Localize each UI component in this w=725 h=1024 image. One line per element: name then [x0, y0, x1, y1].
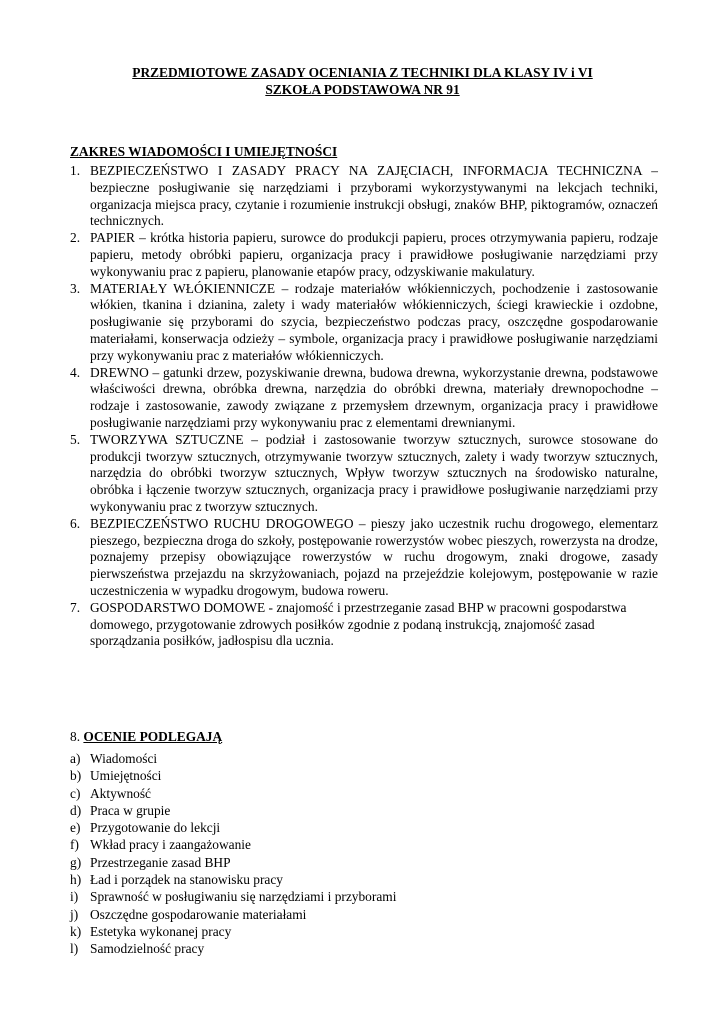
topic-number: 5. [70, 431, 81, 447]
grades-number: 8. [70, 729, 81, 744]
grade-item [70, 836, 396, 853]
grade-letter: g) [70, 854, 82, 870]
grades-heading [70, 729, 222, 746]
topic-item [70, 163, 658, 230]
grade-item [70, 888, 396, 905]
grade-text: Sprawność w posługiwaniu się narzędziami i przyborami [90, 889, 397, 905]
grade-item [70, 802, 396, 819]
topic-item [70, 230, 658, 280]
grade-letter: l) [70, 941, 79, 957]
document-title [60, 65, 665, 98]
grade-item [70, 923, 396, 940]
section-heading: ZAKRES WIADOMOŚCI I UMIEJĘTNOŚCI [70, 144, 338, 159]
grade-letter: j) [70, 906, 79, 922]
grade-letter: d) [70, 802, 82, 818]
topic-text: TWORZYWA SZTUCZNE – podział i zastosowanie tworzyw sztucznych, surowce stosowane do produkcji tworzyw sztucznych, otrzymywanie tworzyw sztucznych, zalety i wady tworzyw sztucznych, narzędzia do obróbki tworzyw sztucznych, Wpływ tworzyw sztucznych na środowisko naturalne, obróbka i łączenie tworzyw sztucznych, organizacja pracy i prawidłowe posługiwanie narzędziami przy wykonywaniu prac z tworzyw sztucznych. [90, 431, 658, 514]
grade-item [70, 819, 396, 836]
grade-text: Przestrzeganie zasad BHP [90, 854, 231, 870]
grade-letter: b) [70, 768, 82, 784]
grade-item [70, 750, 396, 767]
grade-letter: k) [70, 923, 82, 939]
topic-text: DREWNO – gatunki drzew, pozyskiwanie drewna, budowa drewna, wykorzystanie drewna, podstawowe właściwości drewna, obróbka drewna, narzędzia do obróbki drewna, materiały drewnopochodne – rodzaje i zastosowanie, zawody związane z przemysłem drzewnym, organizacja pracy i prawidłowe posługiwanie narzędziami przy wykonywaniu prac z elementami drewnianymi. [90, 364, 658, 430]
grade-letter: i) [70, 889, 79, 905]
topic-number: 7. [70, 599, 81, 615]
grade-letter: f) [70, 837, 79, 853]
grade-item [70, 906, 396, 923]
grade-text: Aktywność [90, 785, 151, 801]
topics-list [70, 163, 658, 650]
topic-number: 6. [70, 515, 81, 531]
topic-item [70, 281, 658, 365]
grade-text: Praca w grupie [90, 802, 171, 818]
topic-number: 4. [70, 364, 81, 380]
topic-text: BEZPIECZEŃSTWO RUCHU DROGOWEGO – pieszy jako uczestnik ruchu drogowego, elementarz pieszego, bezpieczna droga do szkoły, postępowanie rowerzystów wobec pieszych, rowerzysta na drodze, poznajemy przepisy obowiązujące rowerzystów w ruchu drogowym, znaki drogowe, zasady pierwszeństwa przejazdu na skrzyżowaniach, pojazd na przejeździe kolejowym, postępowanie w razie uczestniczenia w wypadku drogowym, budowa roweru. [90, 515, 658, 598]
topic-text: MATERIAŁY WŁÓKIENNICZE – rodzaje materiałów włókienniczych, pochodzenie i zastosowanie włókien, tkanina i dzianina, zalety i wady materiałów włókienniczych, ściegi krawieckie i ozdobne, posługiwanie się przyborami do szycia, bezpieczeństwo podczas pracy, oszczędne gospodarowanie materiałami, konserwacja odzieży – symbole, organizacja pracy i prawidłowe posługiwanie narzędziami przy wykonywaniu prac z materiałów włókienniczych. [90, 280, 658, 363]
topic-item [70, 600, 658, 650]
topic-item [70, 432, 658, 516]
grades-heading-label: OCENIE PODLEGAJĄ [83, 729, 223, 744]
title-line-1: PRZEDMIOTOWE ZASADY OCENIANIA Z TECHNIKI DLA KLASY IV i VI [132, 65, 593, 80]
title-line-2: SZKOŁA PODSTAWOWA NR 91 [265, 81, 460, 97]
grade-text: Wkład pracy i zaangażowanie [90, 837, 251, 853]
topic-number: 2. [70, 230, 81, 246]
grade-item [70, 785, 396, 802]
topic-text: PAPIER – krótka historia papieru, surowce do produkcji papieru, proces otrzymywania papieru, rodzaje papieru, metody obróbki papieru, organizacja pracy i prawidłowe posługiwanie narzędziami przy wykonywaniu prac z papieru, planowanie etapów pracy, odzyskiwanie makulatury. [90, 230, 658, 279]
grade-text: Umiejętności [90, 768, 162, 784]
topic-item [70, 516, 658, 600]
grade-text: Estetyka wykonanej pracy [90, 923, 232, 939]
topic-text: GOSPODARSTWO DOMOWE - znajomość i przestrzeganie zasad BHP w pracowni gospodarstwa domowego, przygotowanie zdrowych posiłków zgodnie z podaną instrukcją, znajomość zasad sporządzania posiłków, jadłospisu dla ucznia. [90, 599, 627, 649]
grades-list [70, 750, 396, 958]
topic-text: BEZPIECZEŃSTWO I ZASADY PRACY NA ZAJĘCIACH, INFORMACJA TECHNICZNA – bezpieczne posługiwanie się narzędziami i przyborami wykorzystywanymi na lekcjach techniki, organizacja miejsca pracy, czytanie i rozumienie instrukcji obsługi, znaków BHP, piktogramów, oznaczeń technicznych. [90, 163, 658, 229]
grade-text: Ład i porządek na stanowisku pracy [90, 872, 283, 888]
grade-letter: e) [70, 820, 81, 836]
grade-letter: a) [70, 751, 81, 766]
grade-item [70, 767, 396, 784]
topic-number: 1. [70, 163, 81, 178]
grade-item [70, 940, 396, 957]
grade-item [70, 854, 396, 871]
grade-text: Wiadomości [90, 751, 158, 766]
grade-item [70, 871, 396, 888]
grade-letter: c) [70, 785, 81, 801]
grade-letter: h) [70, 872, 82, 888]
grade-text: Przygotowanie do lekcji [90, 820, 221, 836]
grade-text: Samodzielność pracy [90, 941, 205, 957]
topic-item [70, 365, 658, 432]
topic-number: 3. [70, 280, 81, 296]
grade-text: Oszczędne gospodarowanie materiałami [90, 906, 307, 922]
